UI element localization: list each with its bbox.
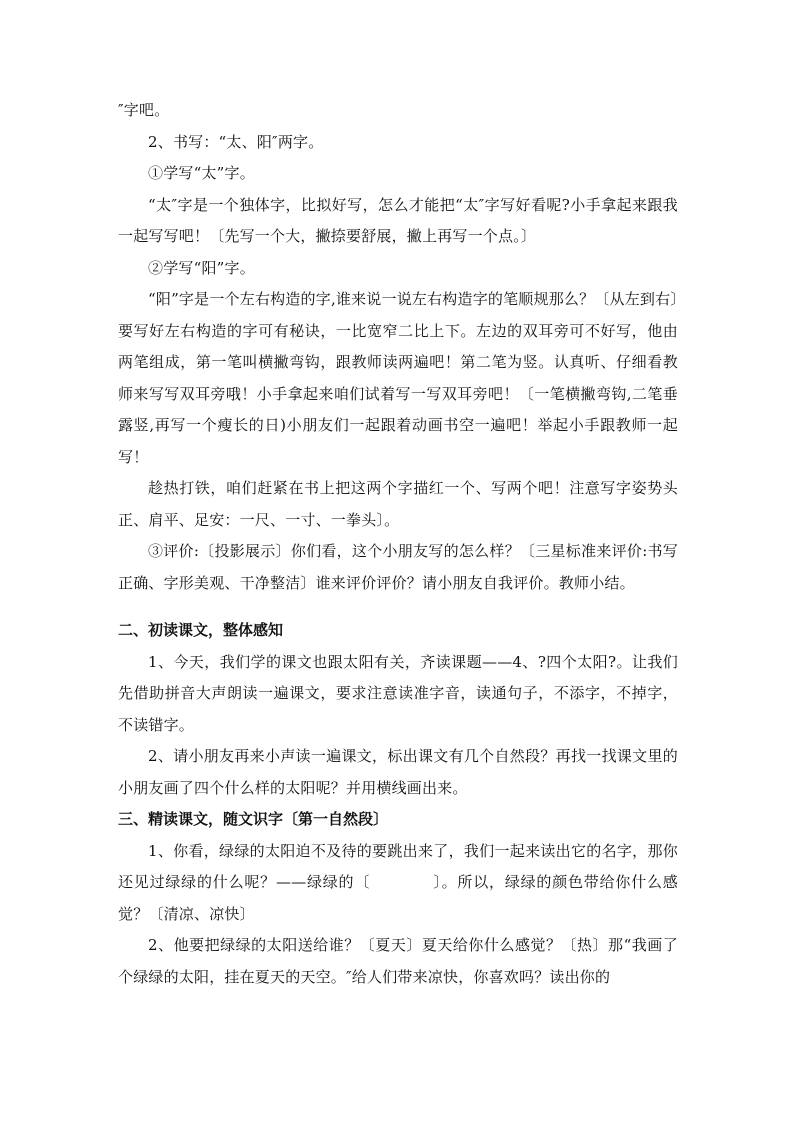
paragraph-writing-task: 2、书写：“太、阳″两字。 xyxy=(148,132,324,151)
paragraph-tai-explanation: “太″字是一个独体字，比拟好写，怎么才能把“太″字写好看呢?小手拿起来跟我一起写写吧！〔先写一个大，撇捺要舒展，撇上再写一个点。〕 xyxy=(118,195,678,245)
document-page xyxy=(118,95,678,993)
paragraph-continuation: ″字吧。 xyxy=(118,101,170,119)
paragraph-learn-yang: ②学写“阳”字。 xyxy=(148,258,255,277)
section-heading-first-reading: 二、初读课文，整体感知 xyxy=(118,621,284,639)
paragraph-evaluation: ③评价:〔投影展示〕你们看，这个小朋友写的怎么样？〔三星标准来评价:书写正确、字形美观、干净整洁〕谁来评价评价？请小朋友自我评价。教师小结。 xyxy=(118,542,678,592)
paragraph-yang-explanation: “阳”字是一个左右构造的字,谁来说一说左右构造字的笔顺规那么？〔从左到右〕要写好左右构造的字可有秘诀，一比宽窄二比上下。左边的双耳旁可不好写，他由两笔组成，第一笔叫横撇弯钩，跟教师读两遍吧！第二笔为竖。认真听、仔细看教师来写写双耳旁哦！小手拿起来咱们试着写一写双耳旁吧！〔一笔横撇弯钩,二笔垂露竖,再写一个瘦长的日)小朋友们一起跟着动画书空一遍吧！举起小手跟教师一起写！ xyxy=(118,290,679,466)
paragraph-first-reading-2: 2、请小朋友再来小声读一遍课文，标出课文有几个自然段？再找一找课文里的小朋友画了四个什么样的太阳呢？并用横线画出来。 xyxy=(118,747,678,797)
section-spacer xyxy=(118,599,678,615)
section-heading-close-reading: 三、精读课文，随文识字〔第一自然段〕 xyxy=(118,810,389,828)
paragraph-first-reading-1: 1、今天，我们学的课文也跟太阳有关，齐读课题——4、?四个太阳?。让我们先借助拼音大声朗读一遍课文，要求注意读准字音，读通句子，不添字，不掉字，不读错字。 xyxy=(118,652,678,734)
paragraph-close-reading-2: 2、他要把绿绿的太阳送给谁？〔夏天〕夏天给你什么感觉？〔热〕那“我画了个绿绿的太阳，挂在夏天的天空。″给人们带来凉快，你喜欢吗？读出你的 xyxy=(118,936,678,986)
paragraph-learn-tai: ①学写“太”字。 xyxy=(148,164,255,182)
paragraph-practice: 趁热打铁，咱们赶紧在书上把这两个字描红一个、写两个吧！注意写字姿势头正、肩平、足安：一尺、一寸、一拳头〕。 xyxy=(118,479,678,529)
paragraph-close-reading-1: 1、你看，绿绿的太阳迫不及待的要跳出来了，我们一起来读出它的名字，那你还见过绿绿的什么呢？——绿绿的〔 〕。所以，绿绿的颜色带给你什么感觉？〔清凉、凉快〕 xyxy=(118,841,678,923)
